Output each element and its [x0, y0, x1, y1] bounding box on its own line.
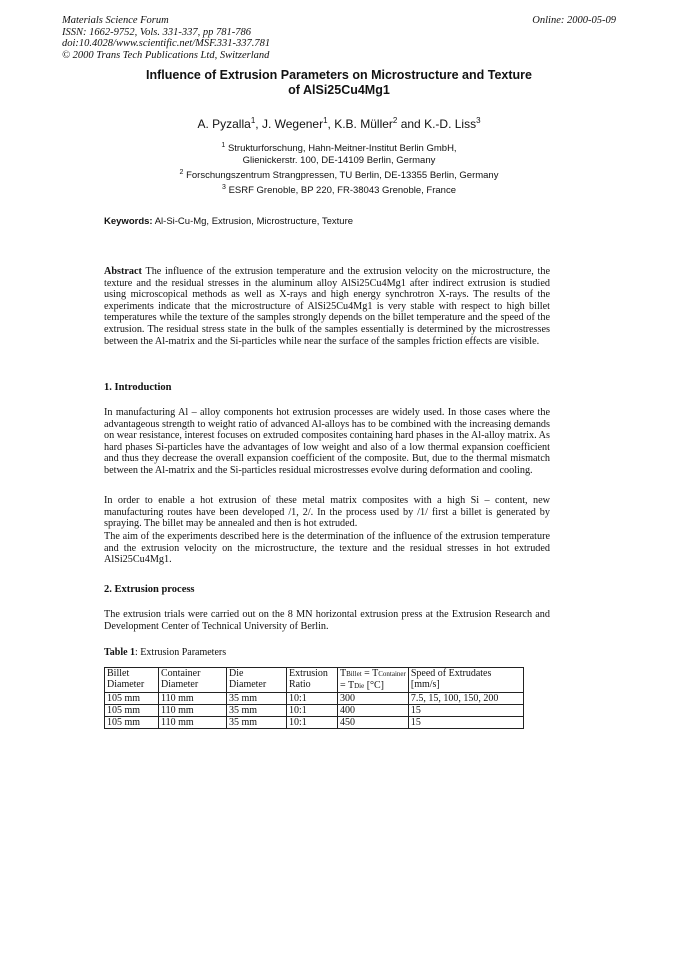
table-cell: 35 mm [227, 693, 287, 705]
table-row [105, 693, 524, 705]
keywords-label: Keywords: [104, 216, 153, 227]
abstract-text: The influence of the extrusion temperature and the extrusion velocity on the microstructure, the texture and the residual stresses in the aluminum alloy AlSi25Cu4Mg1 after indirect extrusion is studied using microscopical methods as well as X-rays and high energy synchrotron X-rays. The results of the experiments indicate that the microstructure of AlSi25Cu4Mg1 is very stable with respect to high billet temperatures while the texture of the samples strongly depends on the billet temperature and the speed of the extrusion. The residual stress state in the bulk of the samples essentially is determined by the microstresses between the Al-matrix and the Si-particles while near the surface of the samples friction effects are visible. [104, 266, 550, 347]
table-caption [104, 647, 226, 658]
table-header-cell: TBillet = TContainer = TDie [°C] [338, 668, 409, 693]
online-date: Online: 2000-05-09 [532, 15, 616, 26]
copyright-line: © 2000 Trans Tech Publications Ltd, Switzerland [62, 49, 270, 61]
table-header-cell: Billet Diameter [105, 668, 159, 693]
table-cell: 105 mm [105, 705, 159, 717]
affiliation-1: $^1$ Strukturforschung, Hahn-Meitner-Institut Berlin GmbH, Glienickerstr. 100, DE-14109 Berlin, Germany [221, 142, 457, 166]
author-list: A. Pyzalla$^1$, J. Wegener$^1$, K.B. Müller$^2$ and K.-D. Liss$^3$ [197, 116, 481, 131]
section-heading-extrusion: 2. Extrusion process [104, 584, 195, 595]
affiliation-2: $^2$ Forschungszentrum Strangpressen, TU Berlin, DE-13355 Berlin, Germany [179, 169, 499, 181]
abstract [104, 266, 550, 347]
extrusion-parameters-table [104, 667, 524, 729]
intro-paragraph-2: In order to enable a hot extrusion of these metal matrix composites with a high Si – content, new manufacturing routes have been developed /1, 2/. In the process used by /1/ first a billet is generated by spraying. The billet may be annealed and then is hot extruded. [104, 495, 550, 530]
author: K.B. Müller$^2$ [334, 116, 398, 131]
table-cell: 105 mm [105, 717, 159, 729]
doi-line: doi:10.4028/www.scientific.net/MSF.331-337.781 [62, 38, 271, 49]
affiliation-3: $^3$ ESRF Grenoble, BP 220, FR-38043 Grenoble, France [222, 184, 456, 196]
keywords [104, 216, 353, 227]
table-cell: 105 mm [105, 693, 159, 705]
author: K.-D. Liss$^3$ [424, 116, 481, 131]
journal-name: Materials Science Forum [62, 15, 169, 26]
table-cell: 450 [338, 717, 409, 729]
table-cell: 10:1 [287, 717, 338, 729]
table-caption-label: Table 1 [104, 647, 136, 658]
abstract-label: Abstract [104, 266, 142, 277]
table-caption-text: : Extrusion Parameters [135, 647, 227, 658]
table-cell: 10:1 [287, 693, 338, 705]
table-cell: 7.5, 15, 100, 150, 200 [408, 693, 523, 705]
table-cell: 110 mm [159, 705, 227, 717]
table-header-cell: Speed of Extrudates [mm/s] [408, 668, 523, 693]
author: J. Wegener$^1$ [261, 116, 328, 131]
issn-line: ISSN: 1662-9752, Vols. 331-337, pp 781-786 [62, 26, 251, 38]
table-row [105, 717, 524, 729]
journal-header [62, 15, 270, 61]
table-header-cell: Container Diameter [159, 668, 227, 693]
paper-title [100, 68, 578, 98]
table-header-cell: Extrusion Ratio [287, 668, 338, 693]
intro-paragraph-1: In manufacturing Al – alloy components hot extrusion processes are widely used. In those cases where the advantageous strength to weight ratio of advanced Al-alloys has to be combined with the increasing demands on wear resistance, interest focuses on extruded composites containing hard phases in the Al-alloy matrix. As hard phases Si-particles have the advantages of low weight and also of a low thermal expansion coefficient and thus they decrease the overall expansion coefficient of the composite. But, due to the thermal mismatch between the Al-matrix and the Si-particles residual microstresses evolve during deformation and cooling. [104, 407, 550, 476]
author: A. Pyzalla$^1$ [197, 116, 256, 131]
table-header-row [105, 668, 524, 693]
table-cell: 35 mm [227, 717, 287, 729]
table-cell: 15 [408, 705, 523, 717]
intro-paragraph-3: The aim of the experiments described here is the determination of the influence of the extrusion temperature and the extrusion velocity on the microstructure, the texture and the residual stresses in hot extruded AlSi25Cu4Mg1. [104, 531, 550, 566]
table-cell: 10:1 [287, 705, 338, 717]
title-line-1: Influence of Extrusion Parameters on Microstructure and Texture [146, 68, 532, 82]
keywords-text: Al-Si-Cu-Mg, Extrusion, Microstructure, Texture [154, 216, 354, 227]
table-cell: 110 mm [159, 693, 227, 705]
table-cell: 110 mm [159, 717, 227, 729]
title-line-2: of AlSi25Cu4Mg1 [288, 83, 390, 97]
table-header-cell: Die Diameter [227, 668, 287, 693]
extrusion-paragraph-1: The extrusion trials were carried out on the 8 MN horizontal extrusion press at the Extrusion Research and Development Center of Technical University of Berlin. [104, 609, 550, 632]
table-cell: 15 [408, 717, 523, 729]
table-cell: 300 [338, 693, 409, 705]
section-heading-introduction: 1. Introduction [104, 382, 172, 393]
table-cell: 400 [338, 705, 409, 717]
table-row [105, 705, 524, 717]
table-cell: 35 mm [227, 705, 287, 717]
